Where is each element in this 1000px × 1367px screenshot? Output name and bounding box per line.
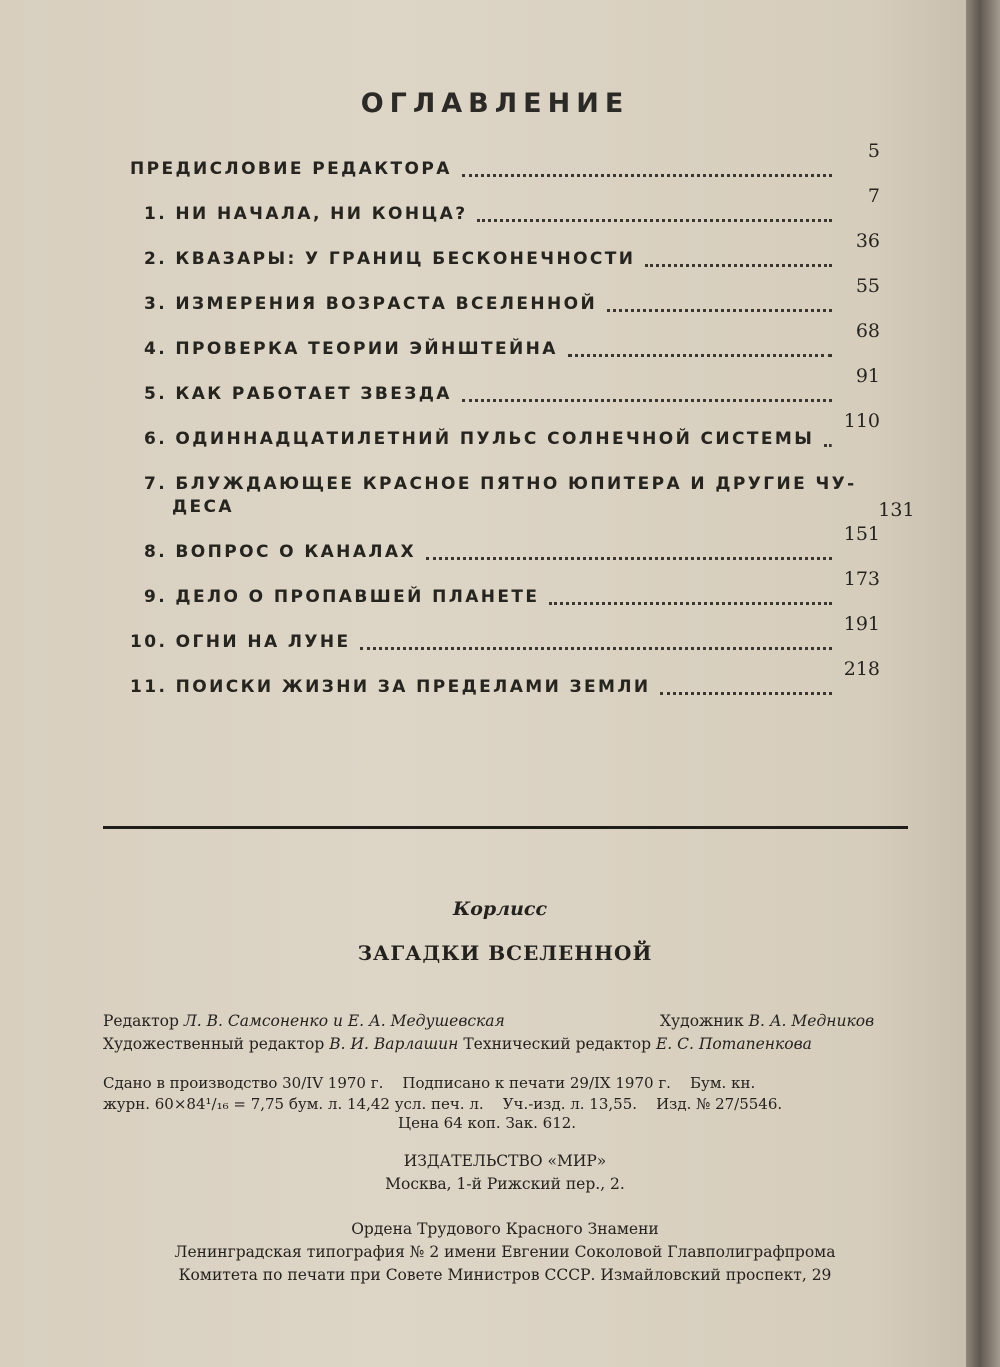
chapter-number: 1.: [144, 204, 168, 224]
toc-entry: [130, 410, 880, 455]
chapter-number: 2.: [144, 249, 168, 269]
chapter-number: 10.: [130, 632, 168, 652]
toc-leader-dots: [568, 353, 832, 357]
toc-leader-dots: [462, 173, 832, 177]
toc-leader-dots: [426, 556, 832, 560]
artist-label: Художник: [660, 1012, 744, 1030]
printer-line-1: Ордена Трудового Красного Знамени: [351, 1220, 659, 1238]
toc-leader-dots: [549, 601, 832, 605]
editor-label: Редактор: [103, 1012, 179, 1030]
art-editor-name: В. И. Варлашин: [329, 1035, 459, 1053]
toc-page-number: 131: [878, 499, 915, 521]
toc-entry-title: НИ НАЧАЛА, НИ КОНЦА?: [175, 204, 468, 224]
toc-entry-title: ОДИННАДЦАТИЛЕТНИЙ ПУЛЬС СОЛНЕЧНОЙ СИСТЕМЫ: [175, 429, 815, 449]
toc-page-number: 5: [867, 140, 880, 162]
toc-entry-title-continued: ДЕСА: [172, 497, 234, 517]
print-details-line-2: журн. 60×84¹/₁₆ = 7,75 бум. л. 14,42 усл. печ. л. Уч.-изд. л. 13,55. Изд. № 27/5546.: [103, 1095, 783, 1113]
toc-entry-title: ОГНИ НА ЛУНЕ: [175, 632, 351, 652]
chapter-number: 8.: [144, 542, 168, 562]
chapter-number: 7.: [144, 474, 168, 494]
print-details-line-1: Сдано в производство 30/IV 1970 г. Подписано к печати 29/IX 1970 г. Бум. кн.: [103, 1074, 756, 1092]
toc-entry: [130, 185, 880, 230]
printer-line-3: Комитета по печати при Совете Министров СССР. Измайловский проспект, 29: [178, 1266, 832, 1284]
toc-page-number: 55: [855, 275, 880, 297]
toc-entry: [130, 140, 880, 185]
art-editor-label: Художественный редактор: [103, 1035, 325, 1053]
chapter-number: 9.: [144, 587, 168, 607]
toc-page-number: 173: [843, 568, 880, 590]
toc-entry: [130, 230, 880, 275]
publisher-name: ИЗДАТЕЛЬСТВО «МИР»: [403, 1152, 607, 1170]
toc-heading: ОГЛАВЛЕНИЕ: [360, 88, 630, 119]
toc-page-number: 218: [843, 658, 880, 680]
tech-editor-name: Е. С. Потапенкова: [655, 1035, 812, 1053]
toc-entry: [130, 320, 880, 365]
chapter-number: 4.: [144, 339, 168, 359]
toc-leader-dots: [360, 646, 832, 650]
toc-entry-title: ПОИСКИ ЖИЗНИ ЗА ПРЕДЕЛАМИ ЗЕМЛИ: [175, 677, 651, 697]
toc-entry: [130, 275, 880, 320]
toc-entry-title: БЛУЖДАЮЩЕЕ КРАСНОЕ ПЯТНО ЮПИТЕРА И ДРУГИЕ ЧУ-: [175, 474, 857, 494]
publisher-address: Москва, 1-й Рижский пер., 2.: [385, 1175, 625, 1193]
toc-page-number: 110: [843, 410, 880, 432]
toc-entry: [130, 365, 880, 410]
book-spine-edge: [966, 0, 1000, 1367]
chapter-number: 11.: [130, 677, 168, 697]
toc-entry-title: ДЕЛО О ПРОПАВШЕЙ ПЛАНЕТЕ: [175, 587, 540, 607]
printer-line-2: Ленинградская типография № 2 имени Евгении Соколовой Главполиграфпрома: [174, 1243, 836, 1261]
toc-page-number: 7: [867, 185, 880, 207]
toc-page-number: 151: [843, 523, 880, 545]
editor-names: Л. В. Самсоненко и Е. А. Медушевская: [183, 1012, 505, 1030]
art-editor-credit: [103, 1035, 812, 1053]
chapter-number: 3.: [144, 294, 168, 314]
tech-editor-label: Технический редактор: [463, 1035, 652, 1053]
toc-leader-dots: [660, 691, 832, 695]
toc-entry: [130, 568, 880, 613]
toc-page-number: 191: [843, 613, 880, 635]
table-of-contents: [130, 140, 915, 703]
chapter-number: 6.: [144, 429, 168, 449]
chapter-number: 5.: [144, 384, 168, 404]
editor-credit: [103, 1012, 505, 1030]
toc-page-number: 91: [855, 365, 880, 387]
toc-leader-dots: [607, 308, 832, 312]
toc-entry: [130, 613, 880, 658]
toc-entry-title: ВОПРОС О КАНАЛАХ: [175, 542, 416, 562]
toc-entry-title: КАК РАБОТАЕТ ЗВЕЗДА: [175, 384, 452, 404]
toc-entry: [130, 658, 880, 703]
toc-entry: [130, 523, 880, 568]
section-divider: [103, 826, 908, 829]
toc-leader-dots: [824, 443, 832, 447]
toc-entry-title: ИЗМЕРЕНИЯ ВОЗРАСТА ВСЕЛЕННОЙ: [175, 294, 598, 314]
toc-entry-title: ПРОВЕРКА ТЕОРИИ ЭЙНШТЕЙНА: [175, 339, 558, 359]
toc-entry: [130, 455, 915, 523]
price-line: Цена 64 коп. Зак. 612.: [398, 1114, 577, 1132]
book-author: Корлисс: [452, 898, 548, 920]
artist-credit: [660, 1012, 874, 1030]
toc-leader-dots: [645, 263, 832, 267]
toc-page-number: 36: [855, 230, 880, 252]
book-title: ЗАГАДКИ ВСЕЛЕННОЙ: [357, 941, 653, 965]
toc-leader-dots: [462, 398, 832, 402]
toc-page-number: 68: [855, 320, 880, 342]
toc-entry-title: ПРЕДИСЛОВИЕ РЕДАКТОРА: [130, 159, 452, 179]
toc-leader-dots: [477, 218, 832, 222]
artist-name: В. А. Медников: [748, 1012, 875, 1030]
toc-entry-title: КВАЗАРЫ: У ГРАНИЦ БЕСКОНЕЧНОСТИ: [175, 249, 636, 269]
